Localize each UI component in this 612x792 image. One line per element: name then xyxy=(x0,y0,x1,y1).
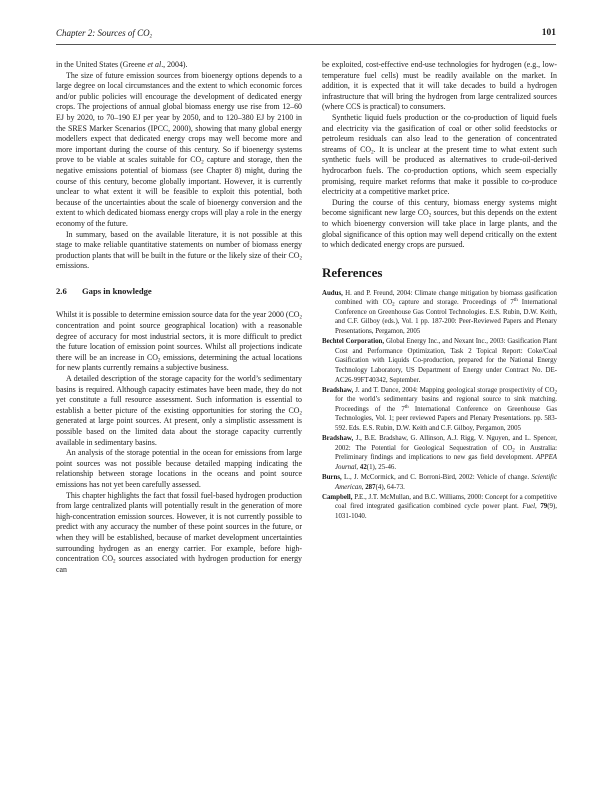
paragraph: During the course of this century, biomass energy systems might become significant new large $CO_2$ sources, but this depends on the extent to which bioenergy conversion will take place in large plants, and the global significance of this option may well depend critically on the extent to which dedicated energy crops are pursued. xyxy=(322,197,557,250)
header-rule xyxy=(56,44,556,45)
reference-entry: Audus, H. and P. Freund, 2004: Climate change mitigation by biomass gasification combined with $CO_2$ capture and storage. Proceedings of 7th International Conference on Greenhouse Gas Control Technologies. E.S. Rubin, D.W. Keith, and C.F. Gilboy (eds.), Vol. 1 pp. 187-200: Peer-Reviewed Papers and Plenary Presentations, Pergamon, 2005 xyxy=(322,289,557,336)
section-number: 2.6 xyxy=(56,285,67,296)
section-title: Gaps in knowledge xyxy=(82,285,152,296)
running-header xyxy=(56,26,556,40)
paragraph: The size of future emission sources from bioenergy options depends to a large degree on local circumstances and the extent to which economic forces and/or public policies will encourage the development of dedicated energy crops. The projections of annual global biomass energy use rise from 12–60 EJ by 2020, to 70–190 EJ per year by 2050, and to 120–380 EJ by 2100 in the SRES Marker Scenarios (IPCC, 2000), showing that many global energy modellers expect that dedicated energy crops may well become more and more important during the course of this century. So if bioenergy systems prove to be viable at scales suitable for $CO_2$ capture and storage, then the negative emissions potential of biomass (see Chapter 8) might, during the course of this century, become globally important. However, it is currently unclear to what extent it will be feasible to exploit this potential, both because of the uncertainties about the scale of bioenergy conversion and the extent to which dedicated biomass energy crops will play a role in the energy economy of the future. xyxy=(56,70,302,228)
paragraph: A detailed description of the storage capacity for the world’s sedimentary basins is required. Although capacity estimates have been made, they do not yet constitute a full resource assessment. Such information is essential to establish a better picture of the existing opportunities for storing the $CO_2$ generated at large point sources. At present, only a simplistic assessment is possible based on the limited data about the storage capacity currently available in sedimentary basins. xyxy=(56,374,302,447)
references-heading: References xyxy=(322,264,383,280)
reference-entry: Bechtel Corporation, Global Energy Inc., and Nexant Inc., 2003: Gasification Plant Cost and Performance Optimization, Task 2 Topical Report: Coke/Coal Gasification with Liquids Co-production, prepared for the National Energy Technology Laboratory, US Department of Energy under Contract No. DE-AC26-99FT40342, September. xyxy=(322,338,557,384)
page-number: 101 xyxy=(541,28,556,38)
paragraph: An analysis of the storage potential in the ocean for emissions from large point sources was not possible because detailed mapping indicating the relationship between storage locations in the oceans and point source emissions has not yet been carefully assessed. xyxy=(56,448,302,489)
reference-entry: Campbell, P.E., J.T. McMullan, and B.C. Williams, 2000: Concept for a competitive coal fired integrated gasification combined cycle power plant. Fuel, 79(9), 1031-1040. xyxy=(322,493,557,520)
paragraph: This chapter highlights the fact that fossil fuel-based hydrogen production from large centralized plants will potentially result in the generation of more high-concentration emission sources. However, it is not currently possible to predict with any accuracy the number of these point sources in the future, or when they will be established, because of market development uncertainties surrounding hydrogen as an energy carrier. For example, before high-concentration $CO_2$ sources associated with hydrogen production for energy can xyxy=(56,490,302,574)
reference-entry: Bradshaw, J., B.E. Bradshaw, G. Allinson, A.J. Rigg, V. Nguyen, and L. Spencer, 2002: The Potential for Geological Sequestration of $CO_2$ in Australia: Preliminary findings and implications to new gas field development. APPEA Journal, 42(1), 25-46. xyxy=(322,435,557,471)
paragraph: Whilst it is possible to determine emission source data for the year 2000 ($CO_2$ concentration and point source geographical location) with a reasonable degree of accuracy for most industrial sectors, it is more difficult to predict the future location of emission point sources. Whilst all projections indicate there will be an increase in $CO_2$ emissions, determining the actual locations for new plants currently remains a subjective business. xyxy=(56,310,302,373)
section-heading xyxy=(56,286,302,297)
paragraph: In summary, based on the available literature, it is not possible at this stage to make reliable quantitative statements on number of biomass energy production plants that will be built in the future or the likely size of their $CO_2$ emissions. xyxy=(56,229,302,271)
paragraph: be exploited, cost-effective end-use technologies for hydrogen (e.g., low-temperature fuel cells) must be readily available on the market. In addition, it is expected that it will take decades to build a hydrogen infrastructure that will bring the hydrogen from large centralized sources (where CCS is practical) to consumers. xyxy=(322,60,557,112)
chapter-title: Chapter 2: Sources of $CO_2$ xyxy=(56,28,153,40)
reference-entry: Bradshaw, J. and T. Dance, 2004: Mapping geological storage prospectivity of $CO_2$ for the world’s sedimentary basins and regional source to sink matching. Proceedings of the 7th International Conference on Greenhouse Gas Technologies, Vol. 1; peer reviewed Papers and Plenary Presentations. pp. 583-592. Eds. E.S. Rubin, D.W. Keith and C.F. Gilboy, Pergamon, 2005 xyxy=(322,386,558,432)
left-column xyxy=(56,60,302,575)
right-column xyxy=(322,60,557,522)
paragraph: Synthetic liquid fuels production or the co-production of liquid fuels and electricity via the gasification of coal or other solid feedstocks or petroleum residuals can also lead to the generation of concentrated streams of $CO_2$. It is unclear at the present time to what extent such synthetic fuels will be produced as alternatives to crude-oil-derived hydrocarbon fuels. The co-production options, which seem especially promising, require market reforms that make it possible to co-produce electricity at a competitive market price. xyxy=(322,112,557,197)
paragraph: in the United States (Greene et al., 2004). xyxy=(56,60,188,69)
reference-entry: Burns, L., J. McCormick, and C. Borroni-Bird, 2002: Vehicle of change. Scientific American, 287(4), 64-73. xyxy=(322,473,557,491)
